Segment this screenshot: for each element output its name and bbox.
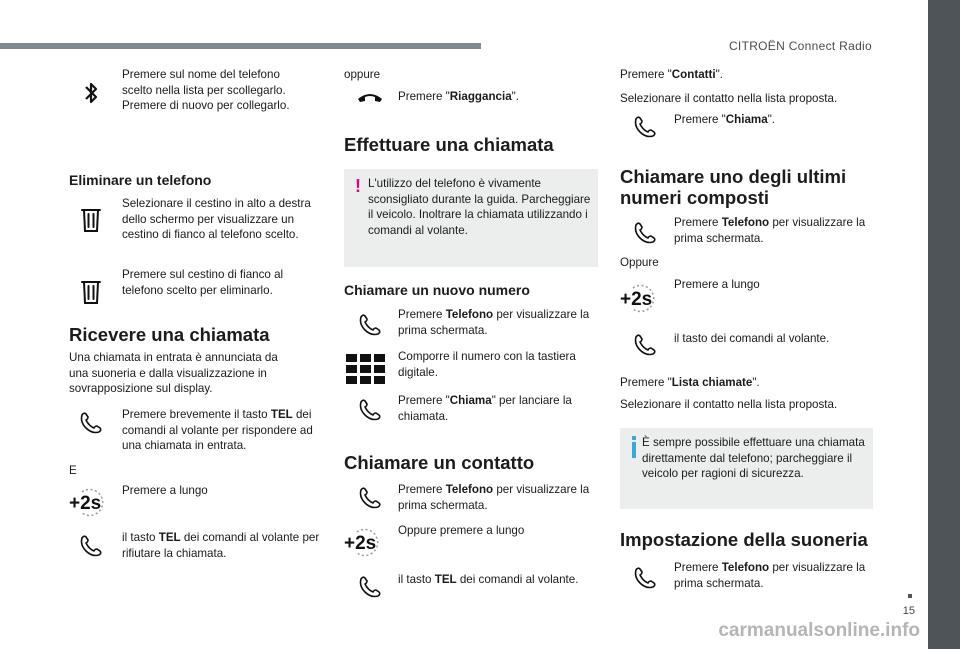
conjunction-e: E [69, 464, 77, 477]
phone-handset-icon [630, 218, 660, 248]
long-press-2s-icon [343, 527, 387, 557]
page-marker [908, 594, 912, 598]
new-step-2: Comporre il numero con la tastiera digitale. [398, 350, 576, 379]
badge-text: +2s [344, 533, 377, 554]
recent-step-1: Premere Telefono per visualizzare la prima schermata. [674, 216, 866, 245]
section-title-call-contact: Chiamare un contatto [344, 452, 535, 473]
ringtone-step-1: Premere Telefono per visualizzare la prima schermata. [674, 561, 866, 590]
section-title-recent-calls: Chiamare uno degli ultimi numeri composti [620, 166, 847, 208]
trash-icon [76, 277, 106, 307]
long-press-2s-icon [619, 283, 663, 313]
phone-handset-icon [630, 330, 660, 360]
hang-up-icon [355, 83, 385, 113]
badge-text: +2s [620, 289, 653, 310]
bt-instruction: Premere sul nome del telefono scelto nella lista per scollegarlo. Premere di nuovo per collegarlo. [122, 68, 290, 112]
long-press-2s-icon [68, 487, 112, 517]
call-list-instruction: Premere "Lista chiamate". [620, 376, 760, 389]
info-text: È sempre possibile effettuare una chiamata direttamente dal telefono; parcheggiare il veicolo per ragioni di sicurezza. [642, 436, 865, 480]
select-contact-text: Selezionare il contatto nella lista proposta. [620, 398, 838, 411]
phone-handset-icon [355, 572, 385, 602]
brand-title: CITROËN Connect Radio [728, 39, 872, 53]
phone-handset-icon [355, 395, 385, 425]
trash-icon [76, 205, 106, 235]
section-title-ringtone: Impostazione della suoneria [620, 529, 868, 550]
bluetooth-icon [76, 78, 106, 108]
phone-handset-icon [630, 112, 660, 142]
receive-step-3: il tasto TEL dei comandi al volante per rifiutare la chiamata. [122, 531, 320, 560]
section-title-new-number: Chiamare un nuovo numero [344, 282, 530, 298]
hangup-instruction: Premere "Riaggancia". [398, 90, 519, 103]
new-step-3: Premere "Chiama" per lanciare la chiamata. [398, 394, 572, 423]
phone-handset-icon [630, 563, 660, 593]
badge-text: +2s [69, 493, 102, 514]
delete-step-1: Selezionare il cestino in alto a destra dello schermo per visualizzare un cestino di fianco al telefono scelto. [122, 197, 311, 241]
warning-icon: ! [355, 176, 361, 196]
contact-step-3: il tasto TEL dei comandi al volante. [398, 573, 579, 586]
phone-handset-icon [355, 310, 385, 340]
receive-step-1: Premere brevemente il tasto TEL dei comandi al volante per rispondere ad una chiamata in entrata. [122, 408, 313, 452]
conjunction-oppure: Oppure [620, 256, 659, 269]
phone-handset-icon [76, 408, 106, 438]
delete-step-2: Premere sul cestino di fianco al telefono scelto per eliminarlo. [122, 268, 284, 297]
page-number: 15 [902, 605, 915, 617]
info-icon [629, 436, 639, 458]
section-title-receive-call: Ricevere una chiamata [69, 324, 270, 345]
warning-text: L'utilizzo del telefono è vivamente sconsigliato durante la guida. Parcheggiare il veicolo. Inoltrare la chiamata utilizzando i comandi al volante. [368, 177, 591, 237]
recent-step-2: Premere a lungo [674, 278, 760, 291]
conjunction-oppure: oppure [344, 68, 381, 81]
receive-step-2: Premere a lungo [122, 484, 208, 497]
section-title-make-call: Effettuare una chiamata [344, 134, 554, 155]
receive-intro: Una chiamata in entrata è annunciata da una suoneria e dalla visualizzazione in sovrapposizione sul display. [69, 351, 278, 395]
keypad-icon [346, 354, 386, 384]
call-instruction: Premere "Chiama". [674, 113, 776, 126]
phone-handset-icon [76, 531, 106, 561]
contact-step-2: Oppure premere a lungo [398, 524, 525, 537]
contact-step-1: Premere Telefono per visualizzare la prima schermata. [398, 483, 590, 512]
phone-handset-icon [355, 483, 385, 513]
new-step-1: Premere Telefono per visualizzare la prima schermata. [398, 308, 590, 337]
select-contact-text: Selezionare il contatto nella lista proposta. [620, 92, 838, 105]
recent-step-3: il tasto dei comandi al volante. [674, 332, 830, 345]
section-title-delete-phone: Eliminare un telefono [69, 172, 212, 188]
header-rule [0, 43, 481, 49]
contacts-instruction: Premere "Contatti". [620, 68, 723, 81]
page-edge-bar [928, 0, 960, 649]
watermark: carmanualsonline.info [718, 620, 920, 641]
